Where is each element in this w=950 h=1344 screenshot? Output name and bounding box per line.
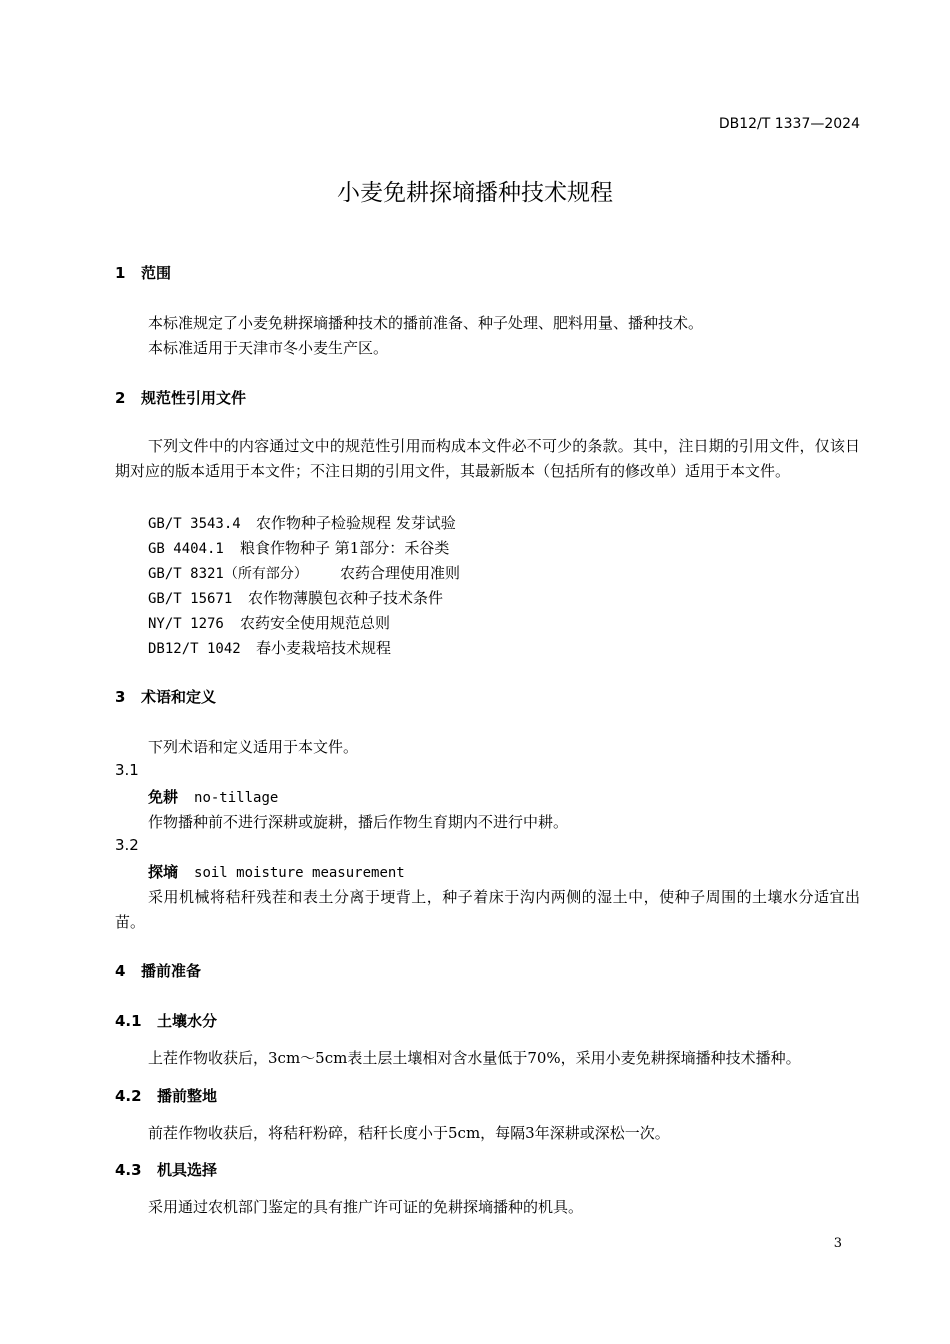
term-chinese: 免耕 bbox=[148, 788, 179, 806]
subsection-title: 机具选择 bbox=[157, 1161, 218, 1179]
reference-title: 农药安全使用规范总则 bbox=[240, 614, 391, 632]
reference-item bbox=[148, 537, 449, 558]
section-title: 规范性引用文件 bbox=[141, 389, 247, 407]
section-title: 术语和定义 bbox=[141, 688, 217, 706]
subsection-title: 土壤水分 bbox=[157, 1012, 218, 1030]
reference-code: GB/T 3543.4 bbox=[148, 516, 241, 532]
reference-code: GB/T 8321（所有部分） bbox=[148, 566, 308, 582]
reference-title: 粮食作物种子 第1部分：禾谷类 bbox=[240, 539, 450, 557]
term-english: no-tillage bbox=[194, 790, 279, 806]
term-entry bbox=[148, 786, 278, 807]
reference-code: NY/T 1276 bbox=[148, 616, 224, 632]
term-entry bbox=[148, 861, 405, 882]
subsection-number: 4.1 bbox=[115, 1012, 142, 1030]
term-definition: 作物播种前不进行深耕或旋耕，播后作物生育期内不进行中耕。 bbox=[148, 813, 569, 831]
section-heading-2 bbox=[115, 387, 246, 408]
subsection-text: 上茬作物收获后，3cm～5cm表土层土壤相对含水量低于70%，采用小麦免耕探墒播种技术播种。 bbox=[148, 1049, 801, 1067]
subsection-text: 采用通过农机部门鉴定的具有推广许可证的免耕探墒播种的机具。 bbox=[148, 1198, 584, 1216]
scope-paragraph-1: 本标准规定了小麦免耕探墒播种技术的播前准备、种子处理、肥料用量、播种技术。 bbox=[148, 314, 704, 332]
reference-title: 农作物薄膜包衣种子技术条件 bbox=[248, 589, 444, 607]
subsection-number: 4.2 bbox=[115, 1087, 142, 1105]
section-heading-4 bbox=[115, 960, 201, 981]
reference-code: GB/T 15671 bbox=[148, 591, 233, 607]
normative-references-intro: 下列文件中的内容通过文中的规范性引用而构成本文件必不可少的条款。其中，注日期的引用文件，仅该日期对应的版本适用于本文件；不注日期的引用文件，其最新版本（包括所有的修改单）适用于本文件。 bbox=[115, 437, 860, 480]
reference-item bbox=[148, 562, 460, 583]
page-number: 3 bbox=[833, 1236, 842, 1251]
term-definition: 采用机械将秸秆残茬和表土分离于埂背上，种子着床于沟内两侧的湿土中，使种子周围的土壤水分适宜出苗。 bbox=[115, 888, 860, 931]
section-title: 播前准备 bbox=[141, 962, 202, 980]
section-heading-3 bbox=[115, 686, 216, 707]
subsection-number: 4.3 bbox=[115, 1161, 142, 1179]
subsection-text: 前茬作物收获后，将秸秆粉碎，秸秆长度小于5cm，每隔3年深耕或深松一次。 bbox=[148, 1124, 670, 1142]
document-title: 小麦免耕探墒播种技术规程 bbox=[337, 180, 613, 206]
section-title: 范围 bbox=[141, 264, 172, 282]
reference-code: DB12/T 1042 bbox=[148, 641, 241, 657]
reference-code: GB 4404.1 bbox=[148, 541, 224, 557]
reference-item bbox=[148, 637, 391, 658]
subsection-heading-4-1 bbox=[115, 1010, 217, 1031]
reference-title: 农作物种子检验规程 发芽试验 bbox=[256, 514, 456, 532]
section-heading-1 bbox=[115, 262, 171, 283]
subsection-title: 播前整地 bbox=[157, 1087, 218, 1105]
reference-title: 春小麦栽培技术规程 bbox=[256, 639, 392, 657]
subsection-heading-4-3 bbox=[115, 1159, 217, 1180]
term-number: 3.1 bbox=[115, 761, 139, 779]
reference-item bbox=[148, 587, 443, 608]
terms-intro: 下列术语和定义适用于本文件。 bbox=[148, 738, 359, 756]
reference-title: 农药合理使用准则 bbox=[340, 564, 461, 582]
section-number: 4 bbox=[115, 962, 126, 980]
term-english: soil moisture measurement bbox=[194, 865, 405, 881]
section-number: 3 bbox=[115, 688, 126, 706]
section-number: 1 bbox=[115, 264, 126, 282]
document-id: DB12/T 1337—2024 bbox=[718, 116, 860, 132]
section-number: 2 bbox=[115, 389, 126, 407]
reference-item bbox=[148, 512, 456, 533]
subsection-heading-4-2 bbox=[115, 1085, 217, 1106]
term-chinese: 探墒 bbox=[148, 863, 179, 881]
reference-item bbox=[148, 612, 390, 633]
scope-paragraph-2: 本标准适用于天津市冬小麦生产区。 bbox=[148, 339, 389, 357]
term-number: 3.2 bbox=[115, 836, 139, 854]
